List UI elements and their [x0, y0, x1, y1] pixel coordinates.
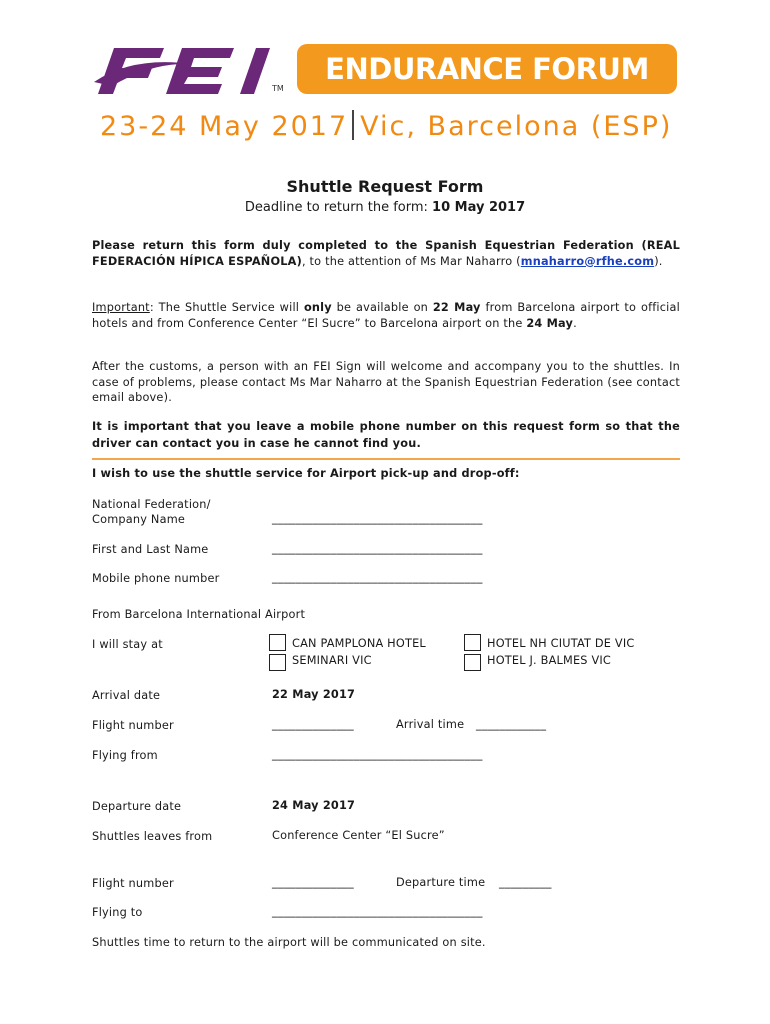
footer-note: Shuttles time to return to the airport will be communicated on site. [92, 936, 486, 949]
important-date-2: 24 May [526, 316, 574, 330]
flight-number-field[interactable]: ______________ [272, 718, 354, 731]
important-end: . [573, 316, 577, 330]
hotel-label-j-balmes: HOTEL J. BALMES VIC [487, 654, 611, 667]
arrival-time-field[interactable]: ____________ [476, 718, 547, 731]
arrival-date-text: 22 May 2017 [272, 688, 356, 701]
shuttle-from-label: Shuttles leaves from [92, 830, 213, 843]
return-instructions-end: ). [654, 254, 663, 268]
arrival-time-label: Arrival time [396, 718, 465, 731]
departure-time-label: Departure time [396, 876, 486, 889]
arrival-date-value [272, 688, 355, 701]
flight-number-label: Flight number [92, 719, 174, 732]
deadline-label: Deadline to return the form: [244, 200, 433, 215]
return-instructions-bold: Please return this form duly completed to the Spanish Equestrian Federation (REAL FEDERACIÓN HÍPICA ESPAÑOLA) [92, 239, 680, 268]
important-text-c: from Barcelona airport to official hotels and from Conference Center “El Sucre” to Barcelona airport on the [92, 301, 680, 330]
return-instructions [92, 238, 680, 269]
fei-logo [92, 42, 292, 98]
departure-date-value [272, 799, 355, 812]
hotel-checkbox-seminari[interactable] [269, 654, 286, 671]
departure-date-label: Departure date [92, 800, 182, 813]
federation-field[interactable]: ____________________________________ [272, 512, 483, 525]
important-note [92, 300, 680, 331]
departure-time-field[interactable]: _________ [499, 876, 552, 889]
endurance-forum-banner: ENDURANCE FORUM [297, 44, 677, 94]
hotel-label-can-pamplona: CAN PAMPLONA HOTEL [292, 637, 426, 650]
contact-email-link[interactable]: mnaharro@rfhe.com [520, 254, 655, 268]
important-text-b: be available on [331, 301, 433, 314]
important-date-1: 22 May [432, 301, 481, 314]
stay-label: I will stay at [92, 638, 163, 651]
flight-number-2-field[interactable]: ______________ [272, 876, 354, 889]
hotel-label-seminari: SEMINARI VIC [292, 654, 372, 667]
hotel-checkbox-j-balmes[interactable] [464, 654, 481, 671]
deadline-date: 10 May 2017 [432, 200, 526, 215]
event-dates: 23-24 May 2017 [100, 111, 349, 142]
flying-from-label: Flying from [92, 749, 158, 762]
separator-bar [352, 110, 354, 140]
event-date-location [100, 110, 672, 142]
section-divider [92, 458, 680, 460]
flying-from-field[interactable]: ____________________________________ [272, 748, 483, 761]
deadline-line [0, 200, 770, 215]
flight-number-2-label: Flight number [92, 877, 174, 890]
customs-note: After the customs, a person with an FEI Sign will welcome and accompany you to the shuttles. In case of problems, please contact Ms Mar Naharro at the Spanish Equestrian Federation (see contact email above). [92, 360, 680, 404]
trademark-mark: TM [272, 84, 284, 93]
departure-date-text: 24 May 2017 [272, 799, 356, 812]
section-heading: I wish to use the shuttle service for Airport pick-up and drop-off: [92, 467, 520, 480]
return-instructions-text: , to the attention of Ms Mar Naharro ( [301, 254, 521, 268]
important-label: Important [92, 301, 150, 314]
flying-to-field[interactable]: ____________________________________ [272, 905, 483, 918]
hotel-checkbox-nh-ciutat[interactable] [464, 634, 481, 651]
hotel-label-nh-ciutat: HOTEL NH CIUTAT DE VIC [487, 637, 635, 650]
name-field[interactable]: ____________________________________ [272, 542, 483, 555]
phone-field[interactable]: ____________________________________ [272, 571, 483, 584]
form-title: Shuttle Request Form [286, 177, 484, 196]
important-only: only [303, 301, 332, 314]
event-location: Vic, Barcelona (ESP) [360, 111, 673, 142]
name-label: First and Last Name [92, 543, 209, 556]
phone-notice: It is important that you leave a mobile phone number on this request form so that the driver can contact you in case he cannot find you. [92, 420, 680, 450]
hotel-checkbox-can-pamplona[interactable] [269, 634, 286, 651]
from-airport-label: From Barcelona International Airport [92, 608, 306, 621]
flying-to-label: Flying to [92, 906, 143, 919]
important-text-a: : The Shuttle Service will [149, 301, 304, 314]
phone-label: Mobile phone number [92, 572, 220, 585]
federation-label: National Federation/ Company Name [92, 498, 211, 526]
shuttle-from-value: Conference Center “El Sucre” [272, 829, 445, 842]
arrival-date-label: Arrival date [92, 689, 161, 702]
